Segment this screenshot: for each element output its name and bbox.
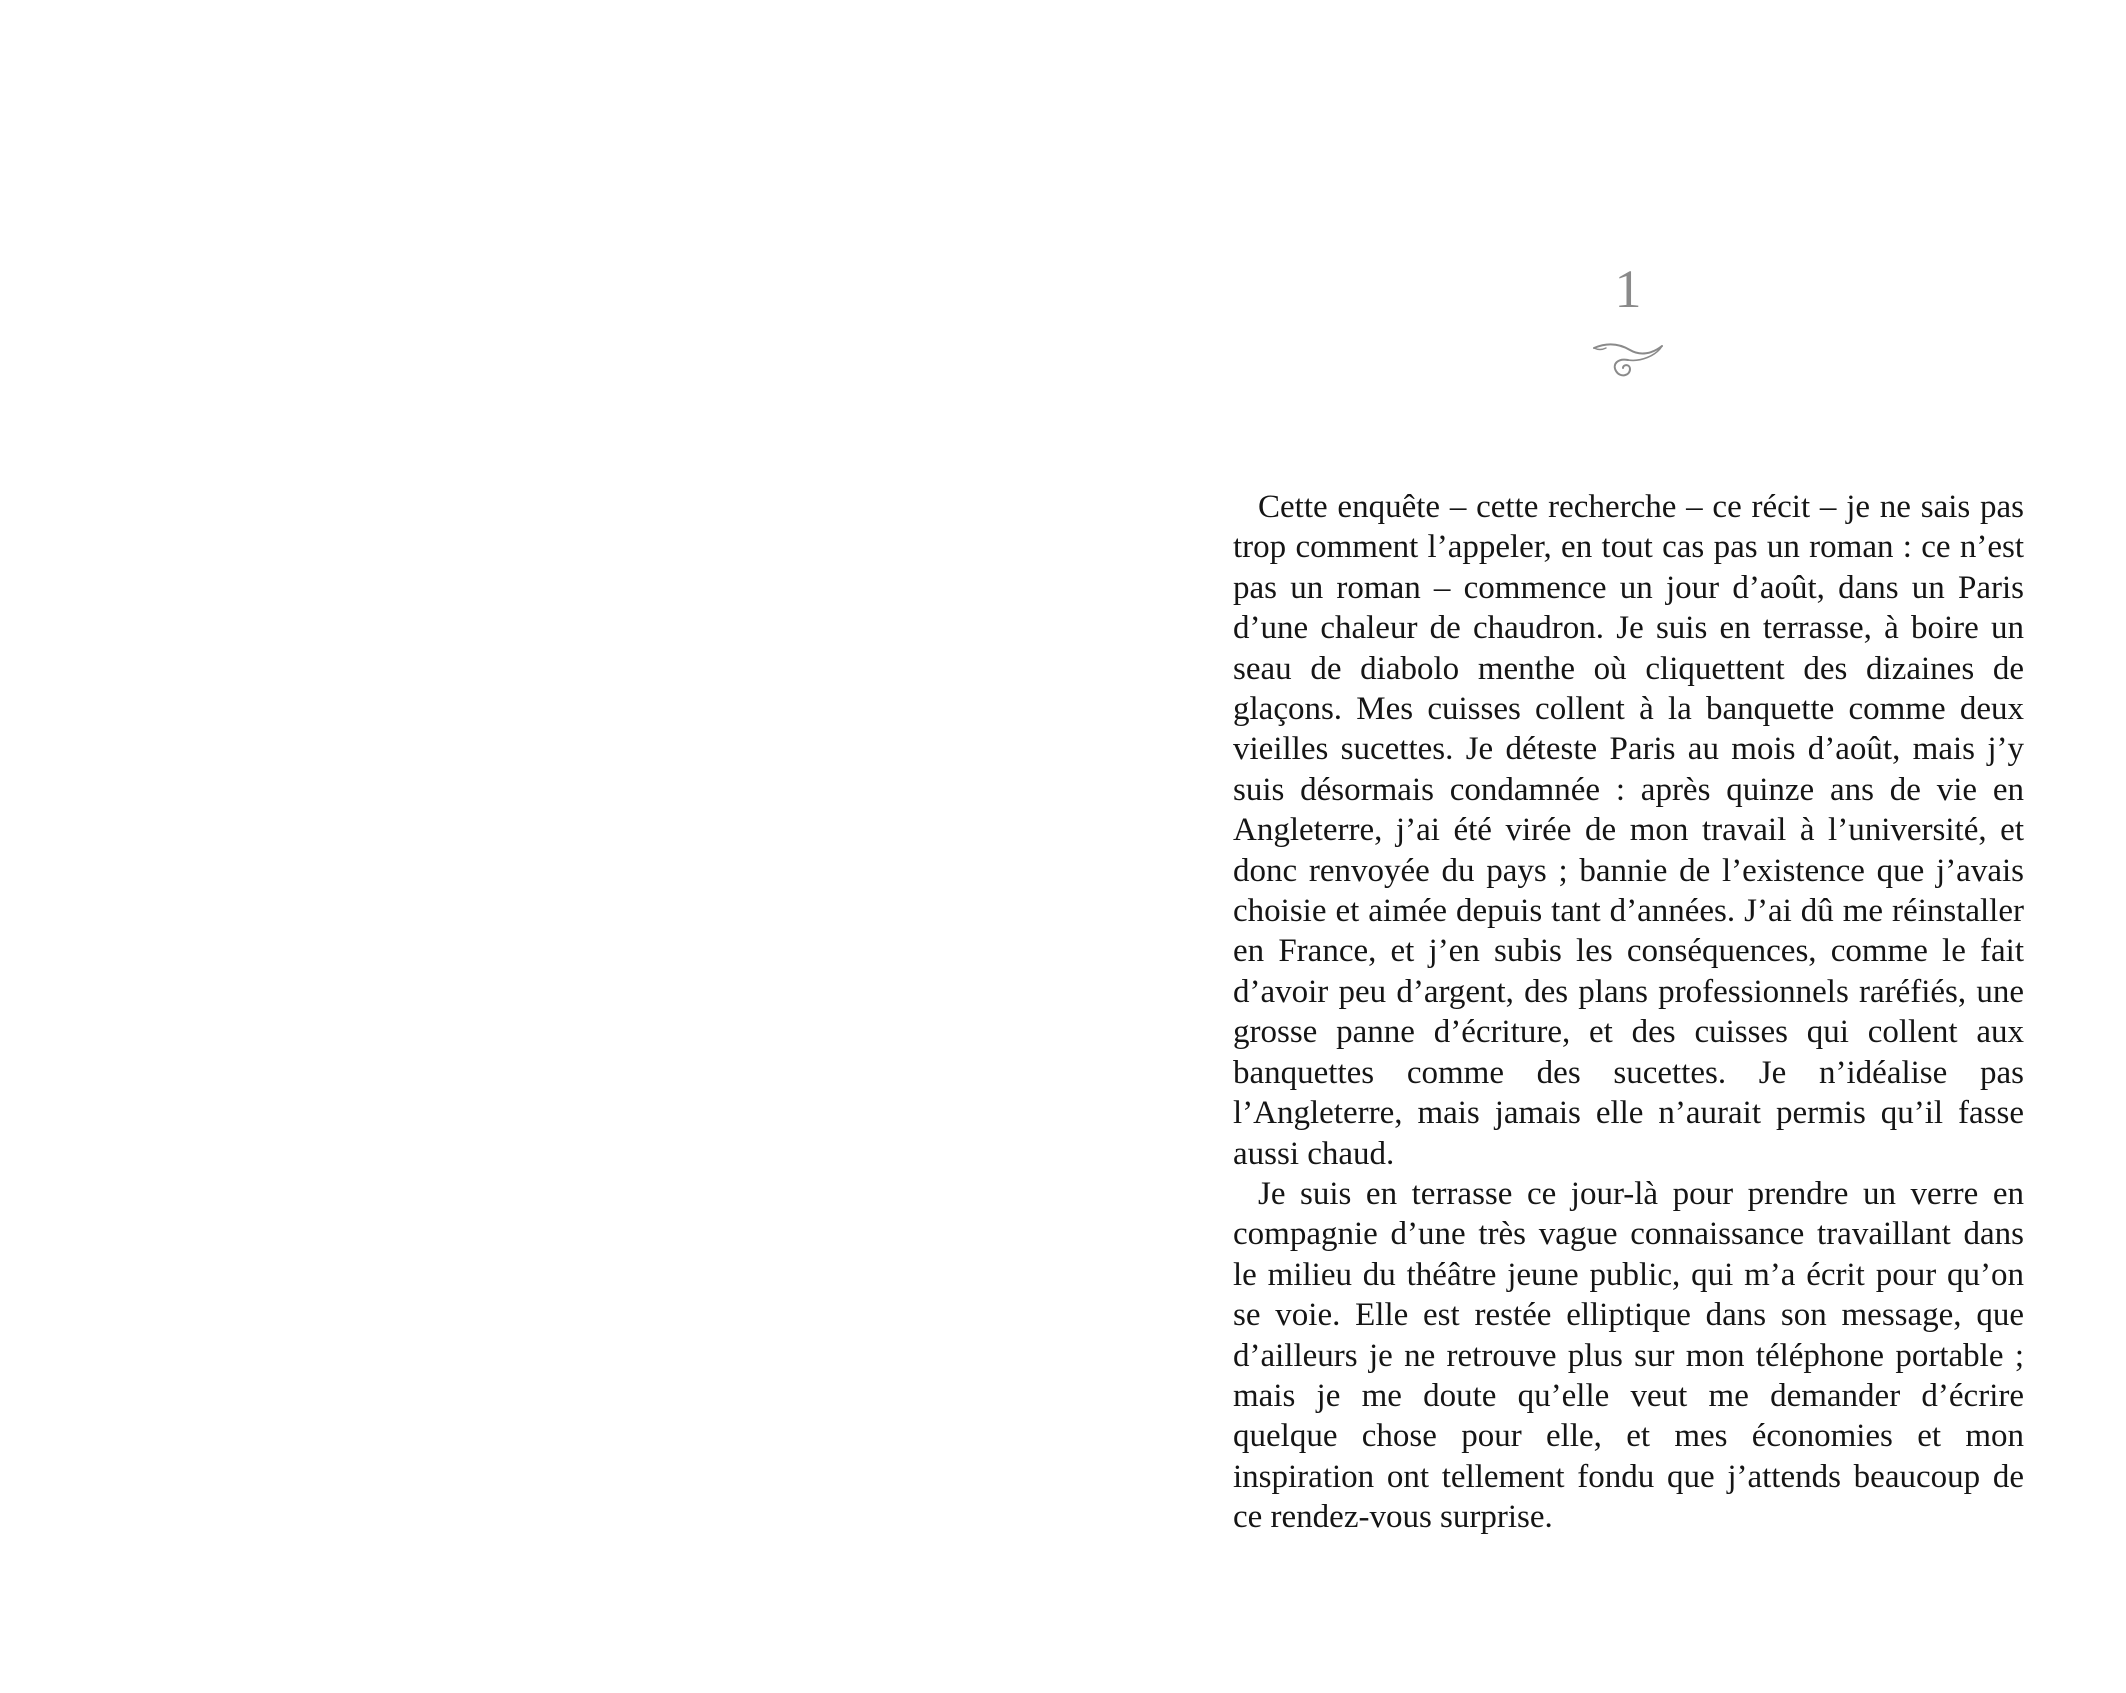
chapter-number: 1: [1614, 259, 1642, 319]
paragraph-2: Je suis en terrasse ce jour-là pour prendre un verre en compagnie d’une très vague connaissance travaillant dans le milieu du théâtre jeune public, qui m’a écrit pour qu’on se voie. Elle est restée elliptique dans son message, que d’ailleurs je ne retrouve plus sur mon téléphone portable ; mais je me doute qu’elle veut me demander d’écrire quelque chose pour elle, et mes économies et mon inspiration ont tellement fondu que j’attends beaucoup de ce rendez-vous surprise.: [1233, 1175, 2024, 1536]
flourish-ornament-icon: [1590, 338, 1666, 382]
chapter-body-text: [1233, 487, 2024, 1538]
paragraph-1: Cette enquête – cette recherche – ce récit – je ne sais pas trop comment l’appeler, en tout cas pas un roman : ce n’est pas un roman – commence un jour d’août, dans un Paris d’une chaleur de chaudron. Je suis en terrasse, à boire un seau de diabolo menthe où cliquettent des dizaines de glaçons. Mes cuisses collent à la banquette comme deux vieilles sucettes. Je déteste Paris au mois d’août, mais j’y suis désormais condamnée : après quinze ans de vie en Angleterre, j’ai été virée de mon travail à l’université, et donc renvoyée du pays ; bannie de l’existence que j’avais choisie et aimée depuis tant d’années. J’ai dû me réinstaller en France, et j’en subis les conséquences, comme le fait d’avoir peu d’argent, des plans professionnels raréfiés, une grosse panne d’écriture, et des cuisses qui collent aux banquettes comme des sucettes. Je n’idéalise pas l’Angleterre, mais jamais elle n’aurait permis qu’il fasse aussi chaud.: [1233, 489, 2024, 1172]
